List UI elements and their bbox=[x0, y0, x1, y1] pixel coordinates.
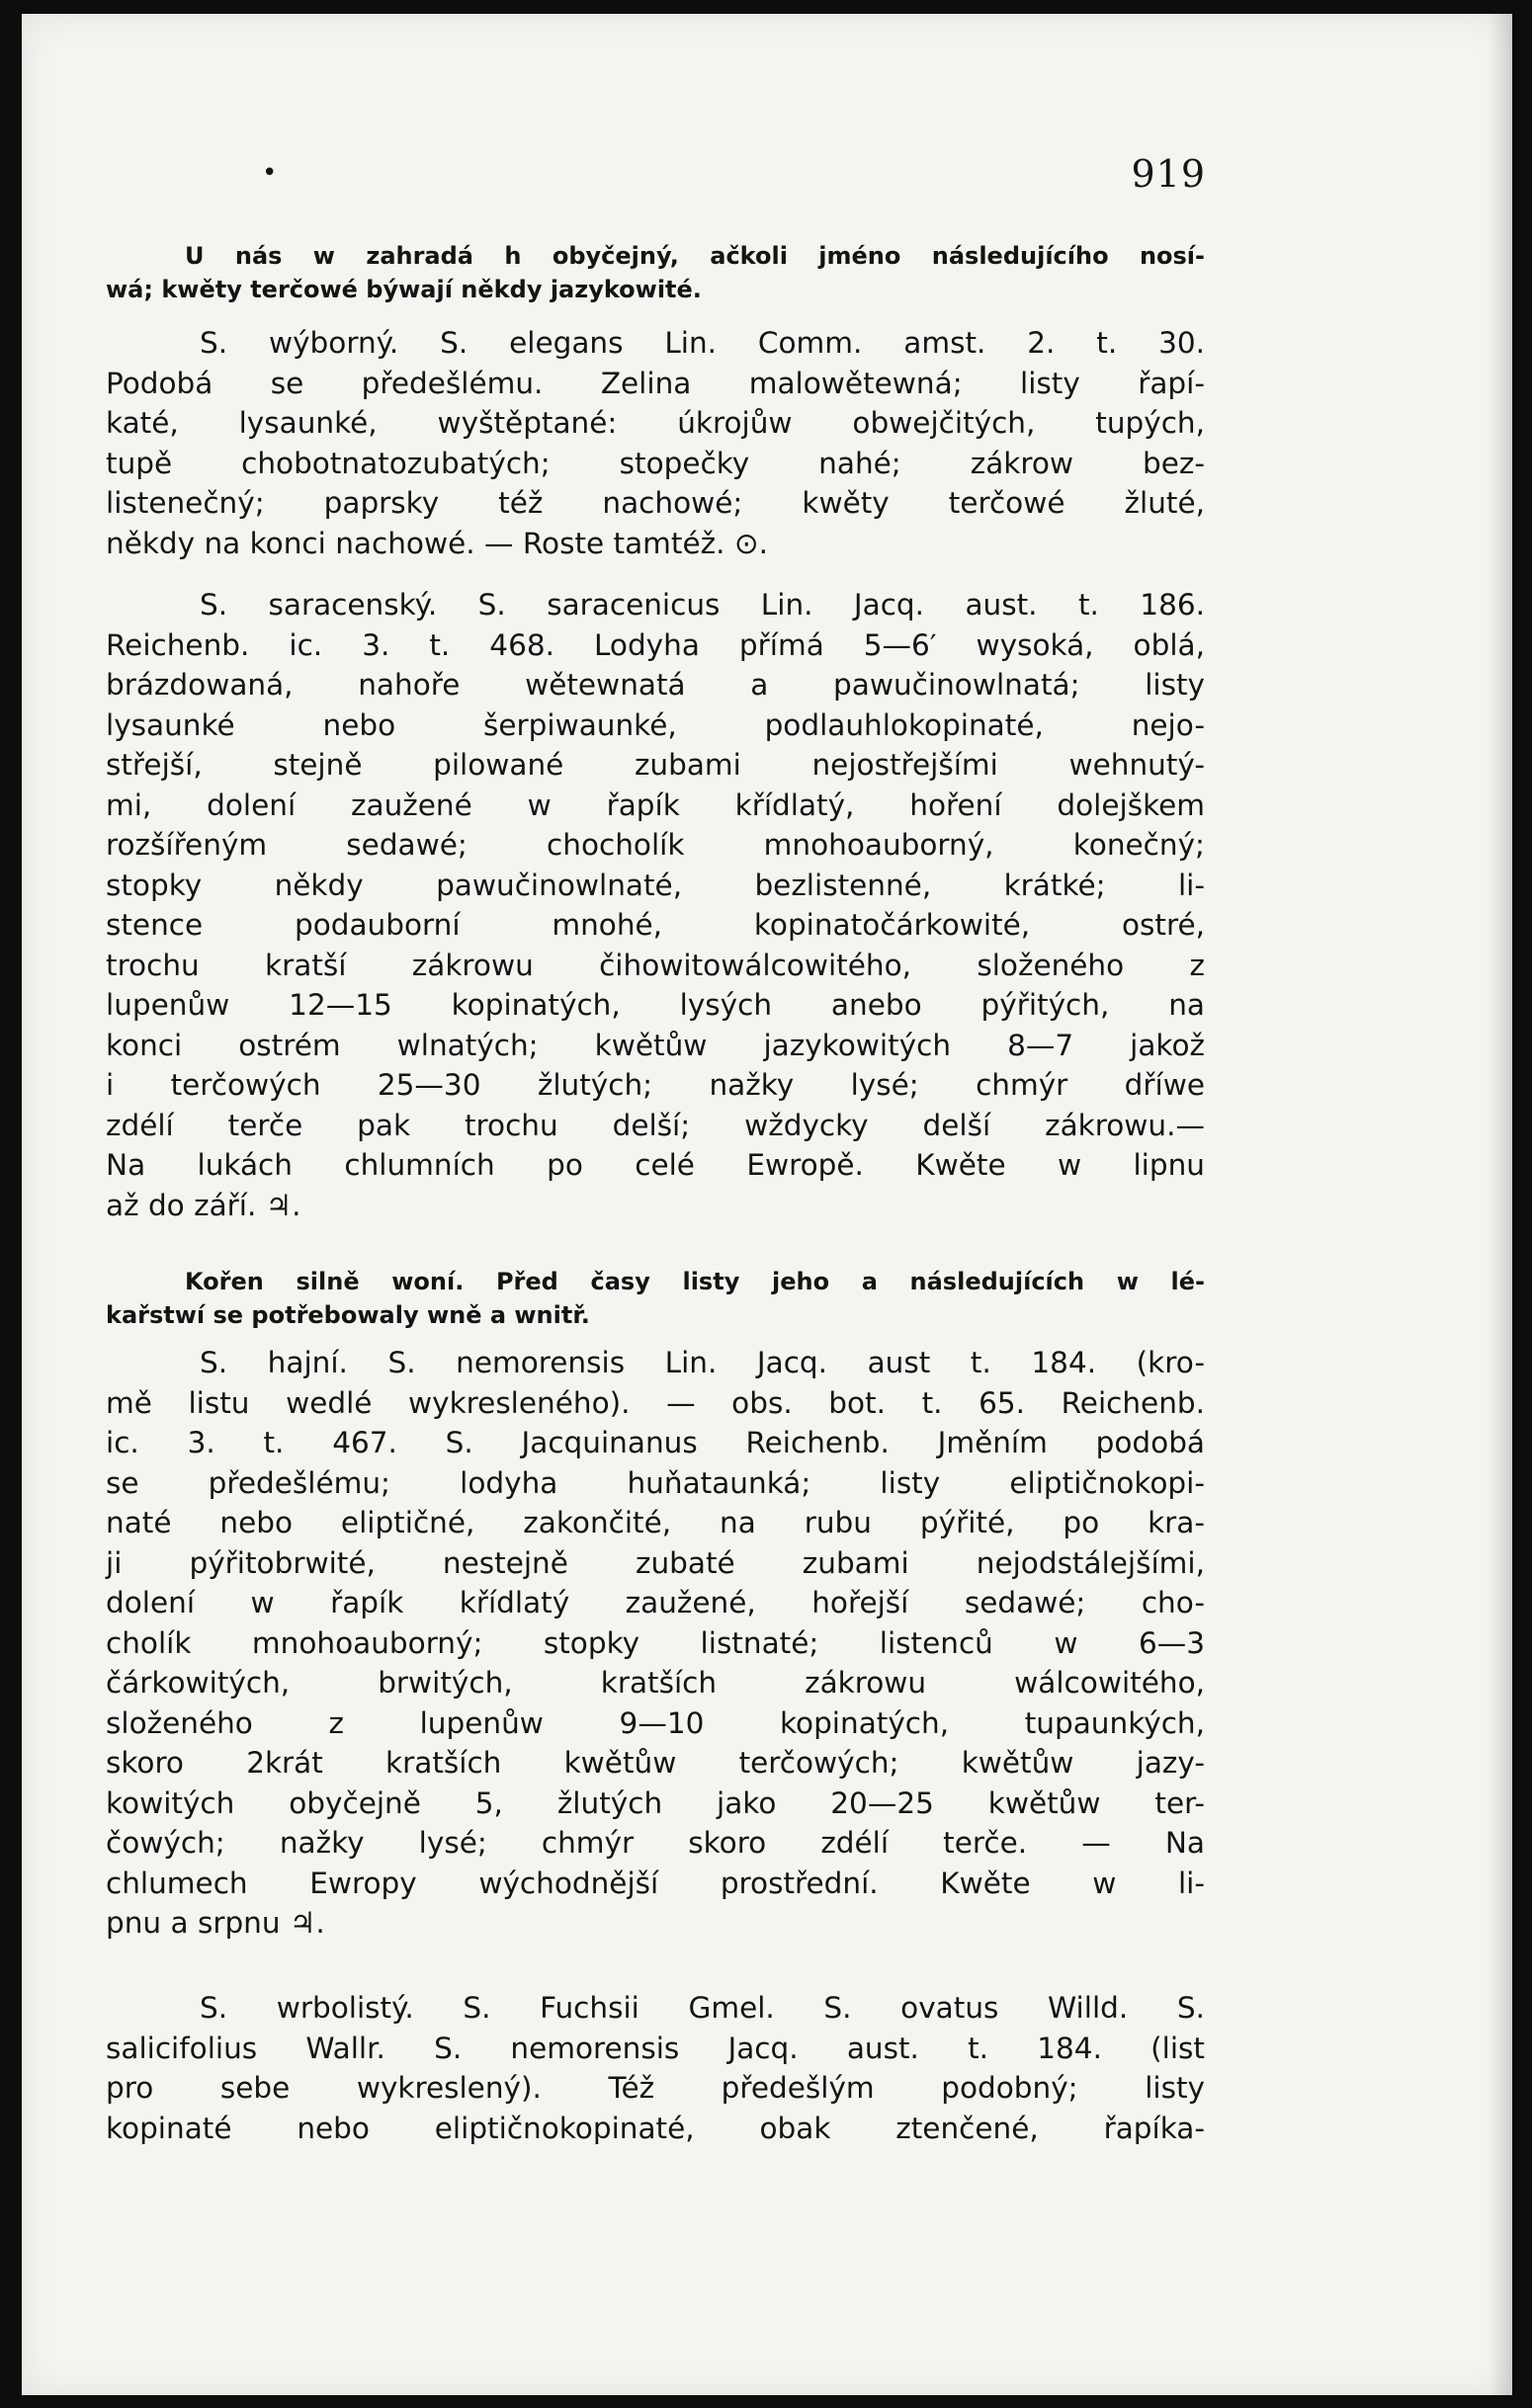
page-edge-shadow bbox=[1489, 14, 1512, 2395]
text-line: naté nebo eliptičné, zakončité, na rubu pýřité, po kra- bbox=[106, 1506, 1205, 1539]
text-line: Reichenb. ic. 3. t. 468. Lodyha přímá 5—6′ wysoká, oblá, bbox=[106, 627, 1205, 662]
text-line: katé, lysaunké, wyštěptané: úkrojůw obwejčitých, tupých, bbox=[106, 406, 1205, 440]
note-medicinal-use bbox=[106, 1265, 1205, 1332]
text-line: až do září. ♃. bbox=[106, 1188, 301, 1222]
text-line: se předešlému; lodyha huňataunká; listy eliptičnokopi- bbox=[106, 1465, 1205, 1500]
text-line: někdy na konci nachowé. — Roste tamtéž. ⊙. bbox=[106, 526, 768, 560]
text-line: Kořen silně woní. Před časy listy jeho a následujících w lé- bbox=[185, 1268, 1205, 1295]
text-line: listenečný; paprsky též nachowé; kwěty terčowé žluté, bbox=[106, 486, 1205, 520]
text-line: čowých; nažky lysé; chmýr skoro zdélí terče. — Na bbox=[106, 1826, 1205, 1860]
text-line: stopky někdy pawučinowlnaté, bezlistenné, krátké; li- bbox=[106, 868, 1205, 902]
text-line: složeného z lupenůw 9—10 kopinatých, tupaunkých, bbox=[106, 1705, 1205, 1740]
entry-heading-line: S. wýborný. S. elegans Lin. Comm. amst. 2. t. 30. bbox=[200, 326, 1205, 360]
text-line: lupenůw 12—15 kopinatých, lysých anebo pýřitých, na bbox=[106, 988, 1205, 1022]
text-line: kařstwí se potřebowaly wně a wnitř. bbox=[106, 1301, 590, 1329]
text-line: ic. 3. t. 467. S. Jacquinanus Reichenb. Jměním podobá bbox=[106, 1426, 1205, 1459]
text-line: mě listu wedlé wykresleného). — obs. bot. t. 65. Reichenb. bbox=[106, 1385, 1205, 1420]
text-line: stence podauborní mnohé, kopinatočárkowité, ostré, bbox=[106, 908, 1205, 942]
species-entry-hajni bbox=[106, 1343, 1205, 1944]
entry-heading-line: S. wrbolistý. S. Fuchsii Gmel. S. ovatus Willd. S. bbox=[200, 1991, 1205, 2025]
text-line: čárkowitých, brwitých, kratších zákrowu wálcowitého, bbox=[106, 1666, 1205, 1700]
entry-heading-line: S. hajní. S. nemorensis Lin. Jacq. aust t. 184. (kro- bbox=[200, 1346, 1205, 1379]
text-line: dolení w řapík křídlatý zaužené, hořejší sedawé; cho- bbox=[106, 1586, 1205, 1619]
text-line: salicifolius Wallr. S. nemorensis Jacq. aust. t. 184. (list bbox=[106, 2031, 1205, 2065]
text-line: tupě chobotnatozubatých; stopečky nahé; zákrow bez- bbox=[106, 446, 1205, 480]
text-line: pro sebe wykreslený). Též předešlým podobný; listy bbox=[106, 2071, 1205, 2105]
species-entry-wrbolisty bbox=[106, 1988, 1205, 2148]
text-line: střejší, stejně pilowané zubami nejostřejšími wehnutý- bbox=[106, 748, 1205, 782]
book-page bbox=[22, 14, 1512, 2395]
text-line: Na lukách chlumních po celé Ewropě. Kwěte w lipnu bbox=[106, 1148, 1205, 1182]
text-line: U nás w zahradá h obyčejný, ačkoli jméno následujícího nosí- bbox=[185, 242, 1205, 270]
species-entry-saracensky bbox=[106, 585, 1205, 1225]
text-line: Podobá se předešlému. Zelina malowětewná; listy řapí- bbox=[106, 366, 1205, 400]
text-line: trochu kratší zákrowu čihowitowálcowitého, složeného z bbox=[106, 948, 1205, 982]
text-line: wá; kwěty terčowé býwají někdy jazykowité. bbox=[106, 276, 702, 303]
species-entry-wyborny bbox=[106, 323, 1205, 563]
page-number: 919 bbox=[1131, 152, 1206, 196]
text-line: lysaunké nebo šerpiwaunké, podlauhlokopinaté, nejo- bbox=[106, 707, 1205, 742]
text-line: pnu a srpnu ♃. bbox=[106, 1906, 325, 1940]
note-cultivation bbox=[106, 239, 1205, 306]
text-line: kowitých obyčejně 5, žlutých jako 20—25 kwětůw ter- bbox=[106, 1785, 1205, 1820]
text-line: skoro 2krát kratších kwětůw terčowých; kwětůw jazy- bbox=[106, 1746, 1205, 1780]
text-line: konci ostrém wlnatých; kwětůw jazykowitých 8—7 jakož bbox=[106, 1028, 1205, 1062]
text-line: i terčowých 25—30 žlutých; nažky lysé; chmýr dříwe bbox=[106, 1068, 1205, 1102]
text-line: cholík mnohoauborný; stopky listnaté; listenců w 6—3 bbox=[106, 1625, 1205, 1660]
text-line: chlumech Ewropy wýchodnější prostřední. Kwěte w li- bbox=[106, 1866, 1205, 1900]
text-line: rozšířeným sedawé; chocholík mnohoauborný, konečný; bbox=[106, 828, 1205, 862]
text-line: zdélí terče pak trochu delší; wždycky delší zákrowu.— bbox=[106, 1108, 1205, 1142]
text-line: brázdowaná, nahoře wětewnatá a pawučinowlnatá; listy bbox=[106, 668, 1205, 702]
text-line: ji pýřitobrwité, nestejně zubaté zubami nejodstálejšími, bbox=[106, 1545, 1205, 1580]
entry-heading-line: S. saracenský. S. saracenicus Lin. Jacq. aust. t. 186. bbox=[200, 588, 1205, 622]
text-line: kopinaté nebo eliptičnokopinaté, obak ztenčené, řapíka- bbox=[106, 2111, 1205, 2145]
text-line: mi, dolení zaužené w řapík křídlatý, hoření dolejškem bbox=[106, 788, 1205, 822]
page-header bbox=[262, 152, 1206, 196]
header-bullet: • bbox=[262, 158, 278, 188]
